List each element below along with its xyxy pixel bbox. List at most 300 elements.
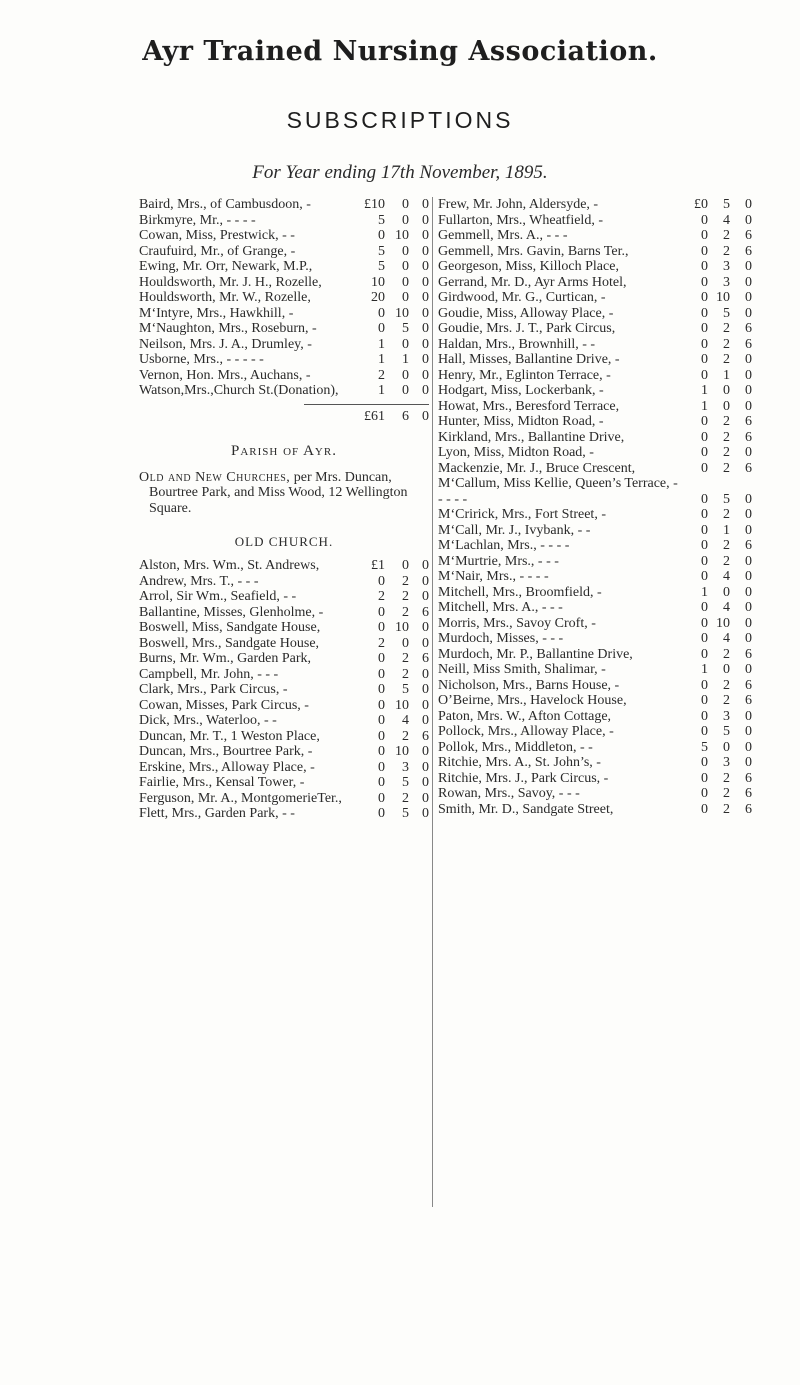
amount-pounds: 1	[701, 662, 708, 677]
list-item	[139, 775, 429, 791]
list-item	[139, 806, 429, 822]
amount-pence: 0	[422, 759, 429, 775]
total-shillings: 6	[402, 408, 409, 424]
amount-pence: 0	[745, 383, 752, 398]
amount-shillings: 5	[723, 724, 730, 739]
total-pence: 0	[422, 408, 429, 424]
subscriber-name: Gemmell, Mrs. A., - - -	[438, 228, 568, 243]
amount-pence: 0	[422, 635, 429, 651]
subscription-amount	[678, 647, 752, 663]
list-item	[438, 337, 752, 353]
subscription-amount	[678, 523, 752, 539]
amount-shillings: 2	[723, 460, 730, 476]
amount-pounds: 0	[701, 708, 708, 724]
subscriber-name: M‘Cririck, Mrs., Fort Street, -	[438, 507, 606, 522]
page-title: Ayr Trained Nursing Association.	[142, 36, 658, 67]
amount-shillings: 0	[402, 274, 409, 290]
subscriber-name: Birkmyre, Mr., - - - -	[139, 212, 256, 228]
amount-shillings: 0	[402, 212, 409, 228]
amount-pounds: 0	[378, 321, 385, 336]
subscription-amount	[345, 558, 429, 574]
subscriber-name: M‘Murtrie, Mrs., - - -	[438, 553, 559, 569]
subscription-amount	[345, 368, 429, 384]
subscription-amount	[678, 786, 752, 802]
subscription-amount	[345, 197, 429, 213]
list-item	[139, 244, 429, 260]
subscription-amount	[678, 724, 752, 740]
page-subtitle: SUBSCRIPTIONS	[286, 107, 514, 133]
amount-pounds: 0	[701, 445, 708, 460]
amount-pence: 6	[745, 243, 752, 259]
list-item	[139, 383, 429, 399]
amount-shillings: 2	[723, 336, 730, 352]
subscription-amount	[345, 228, 429, 244]
amount-shillings: 4	[402, 713, 409, 728]
amount-pence: 0	[745, 708, 752, 724]
parish-note	[139, 470, 429, 517]
subscriber-name: Georgeson, Miss, Killoch Place,	[438, 259, 619, 274]
subscription-amount	[678, 306, 752, 322]
amount-shillings: 3	[402, 759, 409, 775]
amount-pounds: 1	[701, 383, 708, 398]
list-item	[139, 667, 429, 683]
amount-pence: 0	[745, 367, 752, 383]
amount-shillings: 2	[402, 651, 409, 666]
list-item	[438, 724, 752, 740]
subscription-amount	[678, 507, 752, 523]
amount-pounds: 0	[378, 651, 385, 666]
subscriber-name: Mitchell, Mrs., Broomfield, -	[438, 584, 602, 600]
amount-shillings: 4	[723, 631, 730, 646]
subscriber-name: Andrew, Mrs. T., - - -	[139, 573, 259, 589]
left-column	[139, 197, 429, 822]
list-item	[139, 636, 429, 652]
list-item	[139, 368, 429, 384]
amount-pence: 6	[745, 693, 752, 708]
amount-pounds: 0	[378, 620, 385, 635]
subscription-amount	[678, 228, 752, 244]
amount-pence: 0	[745, 197, 752, 212]
amount-shillings: 2	[402, 604, 409, 620]
list-item	[139, 306, 429, 322]
list-item	[139, 352, 429, 368]
subscriber-name: Neill, Miss Smith, Shalimar, -	[438, 662, 606, 677]
subscriber-name: Goudie, Miss, Alloway Place, -	[438, 305, 614, 321]
subscriber-name: Paton, Mrs. W., Afton Cottage,	[438, 708, 612, 724]
subscription-amount	[345, 213, 429, 229]
list-item	[438, 709, 752, 725]
subscription-amount	[345, 651, 429, 667]
list-item	[438, 461, 752, 477]
subscription-amount	[345, 713, 429, 729]
amount-pence: 0	[745, 507, 752, 522]
amount-pounds: 0	[701, 491, 708, 507]
subscriber-name: Mitchell, Mrs. A., - - -	[438, 600, 563, 615]
subscription-amount	[345, 574, 429, 590]
amount-shillings: 5	[723, 491, 730, 507]
subscriber-name: Houldsworth, Mr. W., Rozelle,	[139, 290, 311, 305]
amount-pounds: 0	[701, 305, 708, 321]
amount-shillings: 2	[723, 677, 730, 693]
list-item	[438, 368, 752, 384]
subscriber-name: Watson,Mrs.,Church St.(Donation),	[139, 383, 339, 398]
amount-shillings: 10	[395, 305, 409, 321]
subscriber-name: Baird, Mrs., of Cambusdoon, -	[139, 197, 311, 212]
subscription-amount	[345, 383, 429, 399]
subscriber-list-continued	[438, 197, 752, 817]
subscriber-name: Ferguson, Mr. A., MontgomerieTer.,	[139, 790, 342, 806]
amount-shillings: 2	[723, 646, 730, 662]
amount-pence: 0	[422, 682, 429, 697]
subscription-amount	[678, 755, 752, 771]
amount-pounds: 5	[378, 243, 385, 259]
subscriber-name: Fairlie, Mrs., Kensal Tower, -	[139, 775, 305, 790]
subscription-amount	[678, 352, 752, 368]
amount-pence: 0	[422, 573, 429, 589]
amount-shillings: 2	[723, 243, 730, 259]
subscriber-name: Cowan, Misses, Park Circus, -	[139, 697, 309, 713]
amount-shillings: 4	[723, 569, 730, 584]
amount-pounds: 1	[378, 352, 385, 367]
list-item	[139, 744, 429, 760]
subscriber-name: Howat, Mrs., Beresford Terrace,	[438, 398, 620, 414]
list-item	[438, 213, 752, 229]
amount-shillings: 2	[723, 352, 730, 367]
amount-pounds: 0	[701, 770, 708, 786]
subscriber-list-general	[139, 197, 429, 399]
list-item	[139, 574, 429, 590]
amount-shillings: 0	[723, 584, 730, 600]
subscriber-name: Lyon, Miss, Midton Road, -	[438, 445, 594, 460]
subscriber-name: Dick, Mrs., Waterloo, - -	[139, 713, 277, 728]
amount-pence: 0	[422, 713, 429, 728]
amount-pence: 0	[422, 697, 429, 713]
list-item	[438, 740, 752, 756]
subscriber-name: Haldan, Mrs., Brownhill, - -	[438, 336, 596, 352]
subscriber-name: Murdoch, Misses, - - -	[438, 631, 564, 646]
amount-pence: 6	[745, 786, 752, 801]
list-item	[438, 662, 752, 678]
amount-pounds: 0	[701, 290, 708, 305]
amount-pence: 0	[745, 305, 752, 321]
amount-pence: 6	[745, 228, 752, 243]
amount-pence: 6	[422, 651, 429, 666]
amount-pounds: 0	[378, 713, 385, 728]
subscriber-name: M‘Callum, Miss Kellie, Queen’s Terrace, - - - - -	[438, 476, 678, 507]
amount-shillings: 2	[723, 553, 730, 569]
subscription-amount	[678, 585, 752, 601]
total-pounds: £61	[364, 408, 385, 424]
subscription-amount	[345, 682, 429, 698]
subscriber-name: Ballantine, Misses, Glenholme, -	[139, 604, 324, 620]
amount-pence: 0	[745, 739, 752, 755]
amount-pounds: 1	[701, 398, 708, 414]
amount-shillings: 2	[723, 770, 730, 786]
list-item	[438, 523, 752, 539]
subscription-amount	[678, 337, 752, 353]
list-item	[438, 197, 752, 213]
subscriber-name: Morris, Mrs., Savoy Croft, -	[438, 615, 596, 631]
amount-pence: 0	[745, 274, 752, 290]
subscriber-name: Girdwood, Mr. G., Curtican, -	[438, 290, 606, 305]
subscription-amount	[678, 678, 752, 694]
subscriber-name: Neilson, Mrs. J. A., Drumley, -	[139, 336, 312, 352]
subscriber-name: Goudie, Mrs. J. T., Park Circus,	[438, 321, 616, 336]
amount-pounds: 1	[378, 336, 385, 352]
subscription-amount	[678, 430, 752, 446]
list-item	[139, 729, 429, 745]
list-item	[139, 791, 429, 807]
list-item	[139, 290, 429, 306]
subscription-amount	[678, 383, 752, 399]
list-item	[139, 698, 429, 714]
amount-pounds: 0	[378, 790, 385, 806]
subscriber-name: Clark, Mrs., Park Circus, -	[139, 682, 288, 697]
year-line-date: 17th November, 1895.	[380, 162, 548, 183]
amount-pence: 0	[422, 274, 429, 290]
amount-shillings: 10	[395, 620, 409, 635]
amount-shillings: 2	[723, 445, 730, 460]
subscription-amount	[678, 600, 752, 616]
amount-pence: 0	[745, 615, 752, 631]
amount-pence: 0	[745, 259, 752, 274]
amount-pence: 0	[745, 522, 752, 538]
subscription-amount	[345, 775, 429, 791]
subscription-amount	[678, 321, 752, 337]
amount-pounds: 0	[701, 693, 708, 708]
amount-shillings: 0	[402, 336, 409, 352]
subscriber-name: Nicholson, Mrs., Barns House, -	[438, 677, 620, 693]
amount-shillings: 0	[402, 383, 409, 398]
amount-pounds: 0	[701, 600, 708, 615]
list-item	[438, 244, 752, 260]
amount-pence: 6	[745, 429, 752, 445]
amount-pounds: 0	[701, 274, 708, 290]
amount-pounds: £10	[364, 197, 385, 212]
amount-pounds: 0	[701, 243, 708, 259]
amount-pence: 0	[745, 352, 752, 367]
amount-pounds: 0	[378, 697, 385, 713]
subscription-amount	[678, 445, 752, 461]
list-item	[139, 605, 429, 621]
subscription-amount	[345, 636, 429, 652]
amount-pounds: 0	[701, 367, 708, 383]
amount-pounds: 0	[701, 336, 708, 352]
subscription-amount	[678, 399, 752, 415]
list-item	[438, 290, 752, 306]
subscriber-name: M‘Call, Mr. J., Ivybank, - -	[438, 522, 591, 538]
list-item	[438, 786, 752, 802]
list-item	[139, 651, 429, 667]
subscription-amount	[678, 213, 752, 229]
amount-pence: 6	[745, 414, 752, 429]
amount-pounds: 5	[701, 739, 708, 755]
amount-pence: 0	[422, 336, 429, 352]
subscriber-name: Ritchie, Mrs. J., Park Circus, -	[438, 770, 609, 786]
amount-shillings: 2	[723, 786, 730, 801]
amount-shillings: 2	[723, 538, 730, 553]
subscription-amount	[345, 605, 429, 621]
amount-shillings: 2	[402, 728, 409, 744]
amount-pence: 0	[422, 589, 429, 604]
amount-pence: 0	[422, 259, 429, 274]
list-item	[438, 430, 752, 446]
subscription-amount	[678, 275, 752, 291]
amount-pounds: 1	[378, 383, 385, 398]
subscription-amount	[345, 744, 429, 760]
amount-pounds: 2	[378, 635, 385, 651]
amount-shillings: 2	[723, 228, 730, 243]
amount-pounds: 0	[701, 801, 708, 817]
subscriber-name: Gemmell, Mrs. Gavin, Barns Ter.,	[438, 243, 629, 259]
subscription-amount	[345, 321, 429, 337]
list-item	[438, 755, 752, 771]
list-item	[438, 259, 752, 275]
subscription-amount	[678, 631, 752, 647]
list-item	[438, 321, 752, 337]
subscription-amount	[678, 693, 752, 709]
list-item	[438, 647, 752, 663]
amount-pounds: 10	[371, 274, 385, 290]
amount-shillings: 0	[402, 635, 409, 651]
subscription-amount	[678, 244, 752, 260]
amount-pounds: 0	[701, 553, 708, 569]
list-item	[139, 337, 429, 353]
amount-pence: 0	[422, 775, 429, 790]
subscriber-name: Houldsworth, Mr. J. H., Rozelle,	[139, 274, 322, 290]
list-item	[438, 693, 752, 709]
amount-shillings: 5	[402, 806, 409, 821]
amount-pounds: 0	[378, 806, 385, 821]
list-item	[139, 213, 429, 229]
subscription-amount	[678, 662, 752, 678]
list-item	[438, 476, 752, 507]
subscriber-name: M‘Lachlan, Mrs., - - - -	[438, 538, 570, 553]
amount-pounds: 0	[701, 259, 708, 274]
subscription-amount	[345, 620, 429, 636]
amount-pence: 0	[422, 352, 429, 367]
subscription-amount	[678, 616, 752, 632]
subscriber-name: Hall, Misses, Ballantine Drive, -	[438, 352, 620, 367]
list-item	[139, 713, 429, 729]
amount-shillings: 3	[723, 708, 730, 724]
subscriber-name: Mackenzie, Mr. J., Bruce Crescent,	[438, 460, 636, 476]
subscriber-name: Erskine, Mrs., Alloway Place, -	[139, 759, 315, 775]
list-item	[139, 558, 429, 574]
subscription-amount	[345, 290, 429, 306]
amount-pence: 0	[745, 631, 752, 646]
amount-shillings: 5	[402, 321, 409, 336]
subscriber-name: Flett, Mrs., Garden Park, - -	[139, 806, 295, 821]
subscriber-name: Gerrand, Mr. D., Ayr Arms Hotel,	[438, 274, 627, 290]
amount-shillings: 10	[395, 228, 409, 243]
list-item	[139, 589, 429, 605]
amount-shillings: 2	[723, 507, 730, 522]
amount-pounds: 0	[378, 728, 385, 744]
amount-pence: 0	[422, 806, 429, 821]
amount-pounds: £1	[371, 558, 385, 573]
amount-pounds: 0	[701, 507, 708, 522]
amount-shillings: 2	[402, 790, 409, 806]
subscription-amount	[345, 667, 429, 683]
subscription-amount	[345, 259, 429, 275]
amount-pence: 0	[745, 662, 752, 677]
amount-pounds: 0	[701, 724, 708, 739]
subscription-amount	[678, 802, 752, 818]
amount-shillings: 0	[723, 383, 730, 398]
subscriber-name: Henry, Mr., Eglinton Terrace, -	[438, 367, 611, 383]
amount-pence: 0	[745, 491, 752, 507]
subscription-amount	[345, 306, 429, 322]
subscriber-name: Craufuird, Mr., of Grange, -	[139, 243, 296, 259]
subscriber-name: Kirkland, Mrs., Ballantine Drive,	[438, 429, 625, 445]
list-item	[139, 620, 429, 636]
subscriber-name: M‘Nair, Mrs., - - - -	[438, 569, 549, 584]
amount-pence: 6	[745, 538, 752, 553]
amount-pence: 0	[745, 569, 752, 584]
amount-pence: 6	[422, 728, 429, 744]
amount-pounds: 5	[378, 259, 385, 274]
amount-shillings: 0	[402, 197, 409, 212]
amount-pence: 0	[422, 243, 429, 259]
subscription-amount	[678, 290, 752, 306]
amount-pence: 6	[745, 801, 752, 817]
amount-pounds: 0	[378, 744, 385, 759]
subscription-amount	[678, 740, 752, 756]
subscriber-name: Hodgart, Miss, Lockerbank, -	[438, 383, 604, 398]
amount-shillings: 0	[402, 558, 409, 573]
amount-shillings: 1	[402, 352, 409, 367]
amount-pence: 6	[745, 336, 752, 352]
subscription-amount	[345, 698, 429, 714]
amount-pence: 0	[745, 755, 752, 770]
amount-pence: 0	[422, 744, 429, 759]
amount-pounds: 0	[701, 522, 708, 538]
amount-pounds: 0	[701, 538, 708, 553]
amount-pounds: 0	[701, 786, 708, 801]
amount-pounds: 0	[701, 615, 708, 631]
amount-pounds: 2	[378, 367, 385, 383]
subscriber-name: M‘Naughton, Mrs., Roseburn, -	[139, 321, 317, 336]
amount-shillings: 2	[402, 589, 409, 604]
list-item	[139, 197, 429, 213]
subscriber-name: Boswell, Miss, Sandgate House,	[139, 620, 321, 635]
subscription-amount	[345, 275, 429, 291]
amount-shillings: 10	[395, 744, 409, 759]
subscriber-name: Burns, Mr. Wm., Garden Park,	[139, 651, 311, 666]
subscription-amount	[345, 760, 429, 776]
amount-shillings: 5	[723, 305, 730, 321]
amount-pounds: 0	[378, 573, 385, 589]
amount-pence: 0	[745, 584, 752, 600]
amount-shillings: 1	[723, 522, 730, 538]
amount-pounds: 2	[378, 589, 385, 604]
amount-pounds: 0	[701, 631, 708, 646]
subscription-amount	[678, 197, 752, 213]
subscriber-name: Hunter, Miss, Midton Road, -	[438, 414, 604, 429]
amount-pounds: 0	[701, 755, 708, 770]
subscriber-list-old-church	[139, 558, 429, 822]
amount-pounds: 0	[701, 460, 708, 476]
right-column	[432, 197, 752, 1207]
subscription-amount	[678, 461, 752, 477]
amount-pence: 6	[745, 677, 752, 693]
amount-shillings: 0	[723, 398, 730, 414]
list-item	[438, 631, 752, 647]
amount-pence: 0	[422, 228, 429, 243]
subscriber-name: Duncan, Mrs., Bourtree Park, -	[139, 744, 313, 759]
subscriber-name: Ewing, Mr. Orr, Newark, M.P.,	[139, 259, 313, 274]
